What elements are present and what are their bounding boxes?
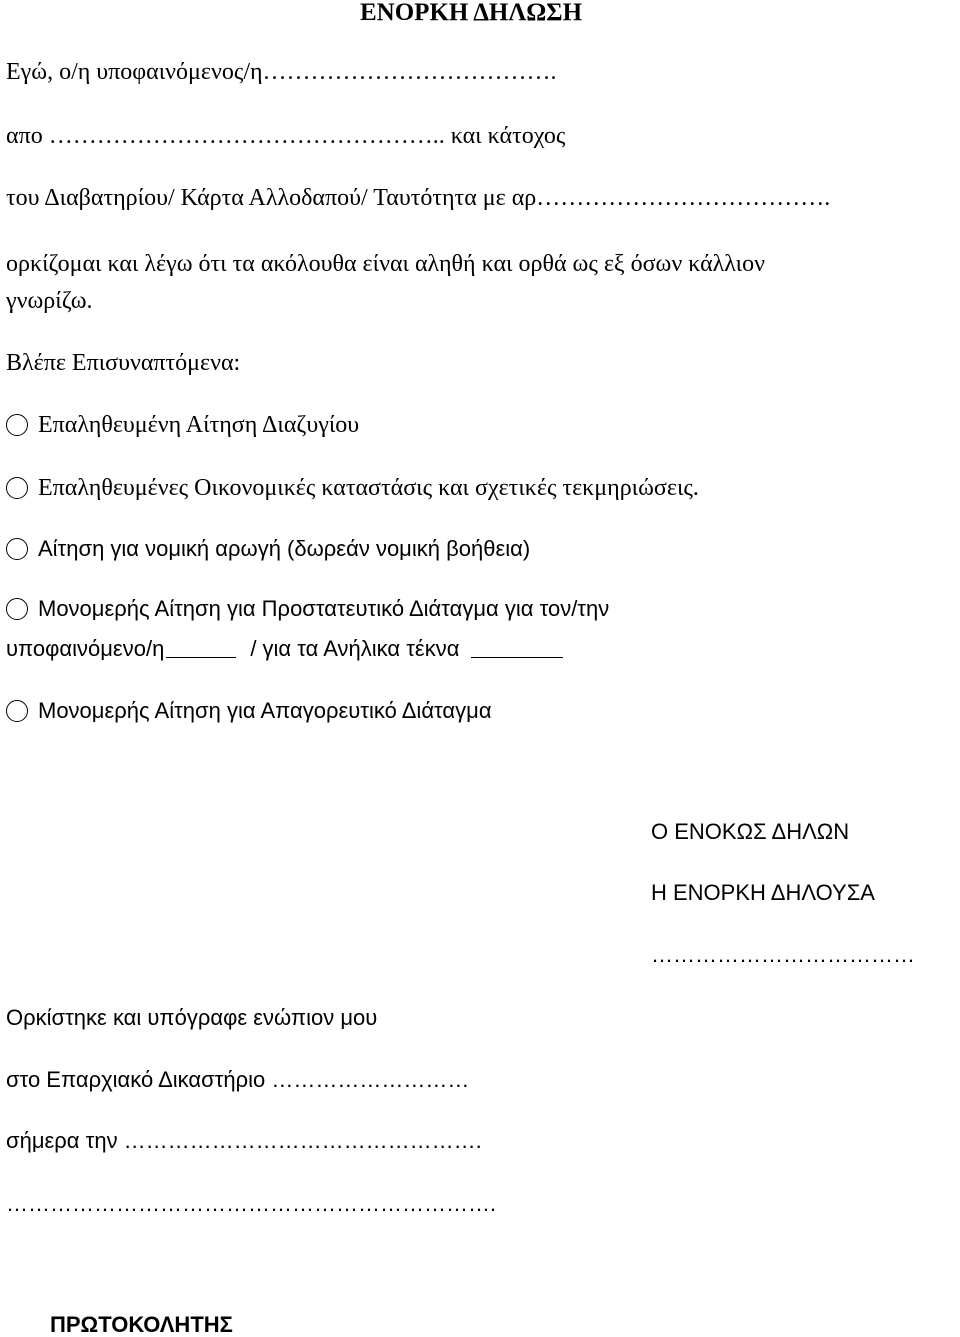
protective-order-continuation	[6, 638, 563, 660]
option-circle-icon	[6, 477, 28, 499]
registrar-signature-line: ………………………………………………………….	[6, 1191, 497, 1216]
option-circle-icon	[6, 598, 28, 620]
see-attached-label: Βλέπε Επισυναπτόμενα:	[6, 350, 241, 376]
option-label: Επαληθευμένες Οικονομικές καταστάσις και σχετικές τεκμηριώσεις.	[38, 475, 699, 501]
name-line: Εγώ, ο/η υποφαινόμενος/η……………………………….	[6, 59, 557, 85]
respondent-label: υποφαινόμενο/η	[6, 636, 165, 661]
respondent-blank	[166, 639, 236, 658]
option-label: Επαληθευμένη Αίτηση Διαζυγίου	[38, 412, 360, 438]
option-legal-aid	[6, 538, 530, 560]
option-label: Μονομερής Αίτηση για Απαγορευτικό Διάταγμα	[38, 698, 492, 723]
option-label: Μονομερής Αίτηση για Προστατευτικό Διάταγμα για τον/την	[38, 596, 610, 621]
option-financial-statements	[6, 476, 699, 500]
option-divorce-application	[6, 413, 359, 437]
sworn-before-line: Ορκίστηκε και υπόγραφε ενώπιον μου	[6, 1005, 378, 1030]
oath-line-1: ορκίζομαι και λέγω ότι τα ακόλουθα είναι αληθή και ορθά ως εξ όσων κάλλιον	[6, 251, 765, 277]
option-label: Αίτηση για νομική αρωγή (δωρεάν νομική βοήθεια)	[38, 536, 531, 561]
minor-children-blank	[471, 639, 563, 658]
declarant-male-label: Ο ΕΝΟΚΩΣ ΔΗΛΩΝ	[651, 819, 850, 844]
passport-line: του Διαβατηρίου/ Κάρτα Αλλοδαπού/ Ταυτότητα με αρ……………………………….	[6, 185, 831, 211]
oath-line-2: γνωρίζω.	[6, 288, 93, 314]
option-circle-icon	[6, 414, 28, 436]
registrar-label: ΠΡΩΤΟΚΟΛΗΤΗΣ	[50, 1312, 233, 1337]
option-protective-order	[6, 598, 609, 620]
option-circle-icon	[6, 538, 28, 560]
declarant-signature-line: ………………………………	[651, 942, 915, 967]
date-line: σήμερα την ………………………………………….	[6, 1128, 482, 1153]
from-line: απο ………………………………………….. και κάτοχος	[6, 123, 566, 149]
declarant-female-label: Η ΕΝΟΡΚΗ ΔΗΛΟΥΣΑ	[651, 880, 875, 905]
minor-children-label: / για τα Ανήλικα τέκνα	[250, 636, 460, 661]
option-restraining-order	[6, 700, 492, 722]
document-title: ΕΝΟΡΚΗ ΔΗΛΩΣΗ	[360, 0, 583, 26]
option-circle-icon	[6, 700, 28, 722]
district-court-line: στο Επαρχιακό Δικαστήριο ………………………	[6, 1067, 470, 1092]
